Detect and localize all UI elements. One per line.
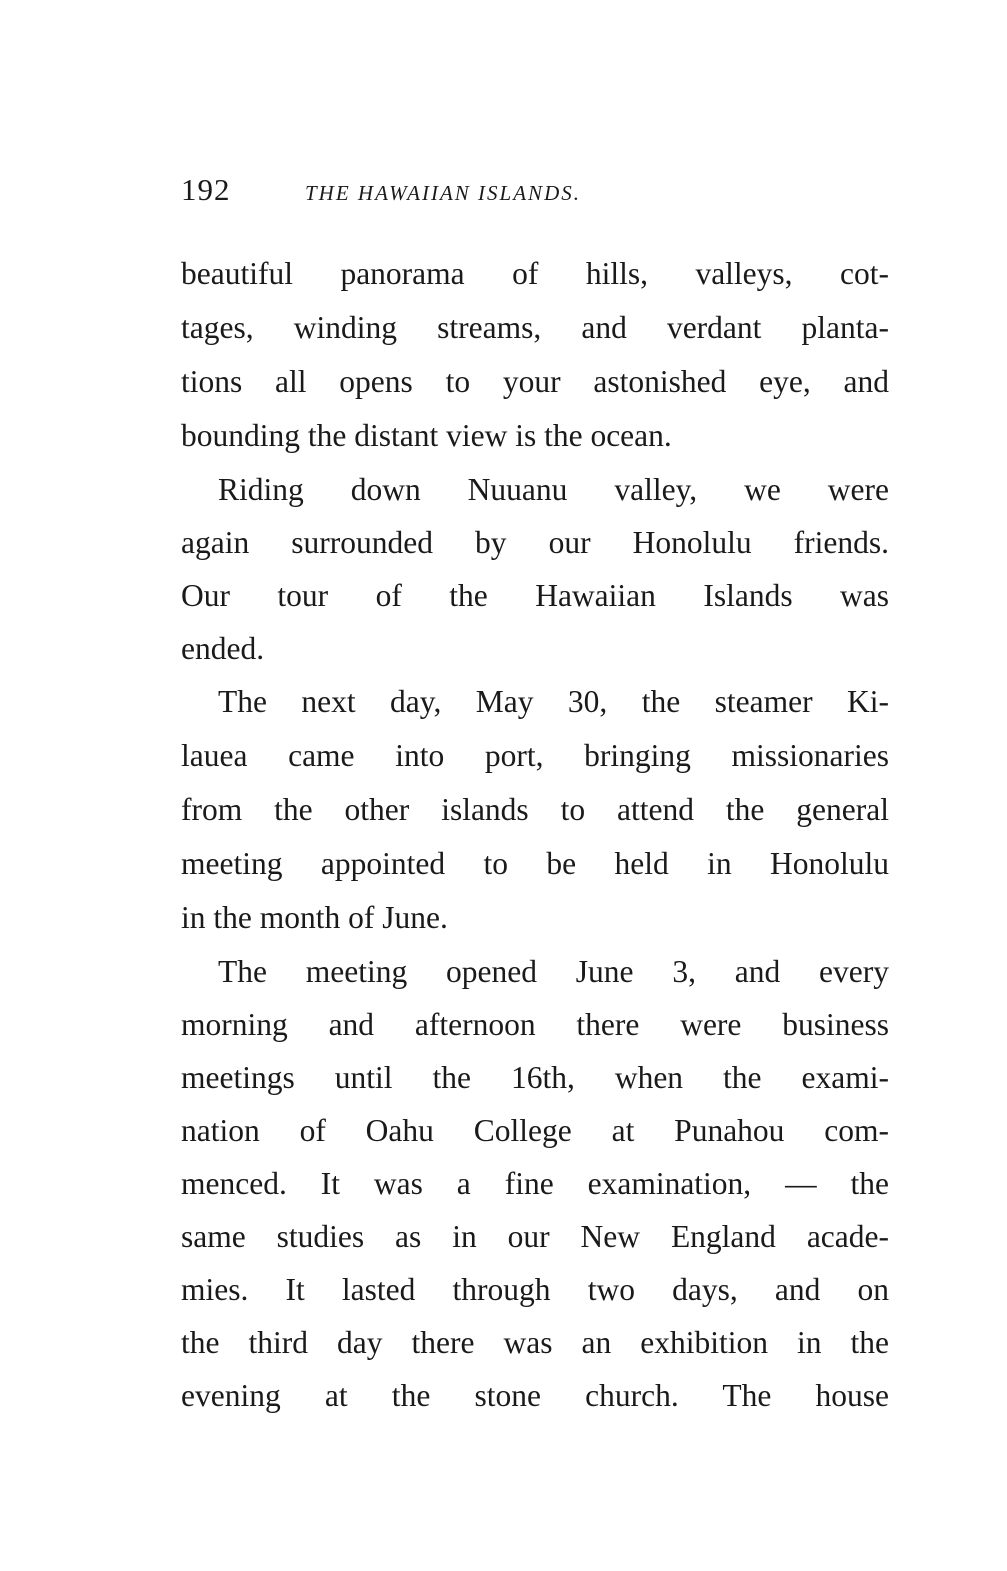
text-line: The meeting opened June 3, and every bbox=[218, 954, 889, 989]
running-title: THE HAWAIIAN ISLANDS. bbox=[305, 181, 581, 205]
text-line: lauea came into port, bringing missionaries bbox=[181, 738, 889, 773]
text-line: The next day, May 30, the steamer Ki- bbox=[218, 684, 889, 719]
text-line: evening at the stone church. The house bbox=[181, 1378, 889, 1413]
text-line: Riding down Nuuanu valley, we were bbox=[218, 472, 889, 507]
text-line: meetings until the 16th, when the exami- bbox=[181, 1060, 889, 1095]
text-line: mies. It lasted through two days, and on bbox=[181, 1272, 889, 1307]
text-line: morning and afternoon there were business bbox=[181, 1007, 889, 1042]
text-line: Our tour of the Hawaiian Islands was bbox=[181, 578, 889, 613]
text-line: ended. bbox=[181, 631, 265, 666]
text-line: meeting appointed to be held in Honolulu bbox=[181, 846, 889, 881]
text-line: tions all opens to your astonished eye, and bbox=[181, 364, 889, 399]
text-line: in the month of June. bbox=[181, 900, 448, 935]
text-line: again surrounded by our Honolulu friends. bbox=[181, 525, 889, 560]
page-number: 192 bbox=[181, 172, 231, 207]
text-line: beautiful panorama of hills, valleys, cot- bbox=[181, 256, 889, 291]
page-header bbox=[181, 172, 891, 212]
text-line: menced. It was a fine examination, — the bbox=[181, 1166, 889, 1201]
text-line: from the other islands to attend the general bbox=[181, 792, 889, 827]
text-line: nation of Oahu College at Punahou com- bbox=[181, 1113, 889, 1148]
text-line: same studies as in our New England acade- bbox=[181, 1219, 889, 1254]
text-line: bounding the distant view is the ocean. bbox=[181, 418, 672, 453]
text-line: the third day there was an exhibition in the bbox=[181, 1325, 889, 1360]
text-line: tages, winding streams, and verdant planta- bbox=[181, 310, 889, 345]
